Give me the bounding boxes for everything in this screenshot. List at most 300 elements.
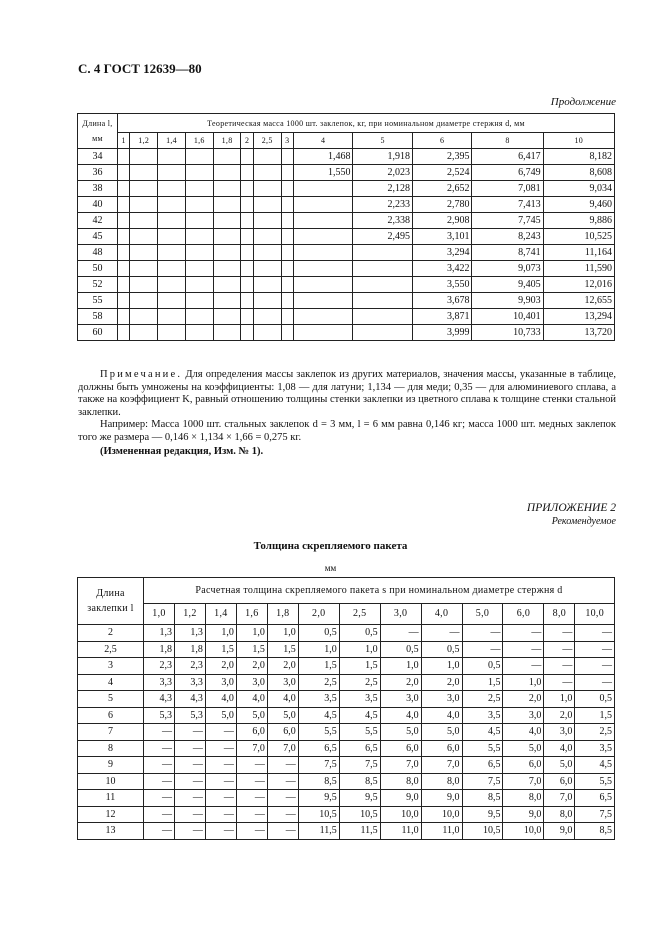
table-cell: — (575, 674, 615, 691)
appendix-title: ПРИЛОЖЕНИЕ 2 (526, 502, 616, 514)
table-cell: 5,0 (421, 724, 462, 741)
table-cell (241, 245, 253, 261)
table-cell (213, 149, 241, 165)
table-cell: 1,468 (293, 149, 353, 165)
table-cell: 11,164 (543, 245, 614, 261)
table-cell: 6,5 (462, 757, 503, 774)
row-length: 36 (78, 165, 118, 181)
table-cell: 11,0 (421, 823, 462, 840)
row-length: 4 (78, 674, 144, 691)
table-cell: 0,5 (421, 641, 462, 658)
table-cell: 7,0 (503, 773, 544, 790)
diameter-header: 5 (353, 133, 413, 149)
table-cell (118, 165, 130, 181)
table-cell: 9,0 (503, 806, 544, 823)
table-cell: 1,0 (205, 625, 236, 642)
diameter-header: 1 (118, 133, 130, 149)
table-cell: 7,0 (380, 757, 421, 774)
table-cell: 0,5 (380, 641, 421, 658)
table-cell (118, 229, 130, 245)
table-cell (158, 165, 186, 181)
diameter-header: 6,0 (503, 603, 544, 624)
table-cell: 10,5 (298, 806, 339, 823)
table-cell: 3,3 (144, 674, 175, 691)
table-cell (130, 277, 158, 293)
table-cell: 3,5 (575, 740, 615, 757)
table-cell: 7,5 (339, 757, 380, 774)
table-cell: 4,5 (462, 724, 503, 741)
table-cell: 3,0 (421, 691, 462, 708)
row-length: 13 (78, 823, 144, 840)
table-cell: 1,8 (174, 641, 205, 658)
table-cell: 10,525 (543, 229, 614, 245)
table-cell: — (144, 740, 175, 757)
table-row (78, 658, 615, 675)
table-cell: 2,5 (298, 674, 339, 691)
table-cell: 1,5 (205, 641, 236, 658)
table-cell: 3,0 (380, 691, 421, 708)
table-cell: 2,0 (503, 691, 544, 708)
table-cell: 2,0 (544, 707, 575, 724)
table-cell: 1,0 (380, 658, 421, 675)
table-cell: 5,0 (205, 707, 236, 724)
table-cell: — (503, 641, 544, 658)
table-cell: 9,0 (421, 790, 462, 807)
table-cell: 1,3 (144, 625, 175, 642)
diameter-header: 1,6 (236, 603, 267, 624)
table-cell (293, 181, 353, 197)
table-cell (118, 149, 130, 165)
table-row (78, 773, 615, 790)
table-cell: 2,0 (205, 658, 236, 675)
table-cell: 2,5 (575, 724, 615, 741)
table-cell (281, 197, 293, 213)
table-row (78, 197, 615, 213)
table-cell (253, 149, 281, 165)
table-cell (185, 245, 213, 261)
table-cell (158, 181, 186, 197)
table-cell (353, 277, 413, 293)
table-cell: — (267, 790, 298, 807)
table-cell: 8,182 (543, 149, 614, 165)
table-cell: 10,0 (380, 806, 421, 823)
table-cell (253, 245, 281, 261)
table-cell: 9,073 (472, 261, 543, 277)
table-cell: 9,903 (472, 293, 543, 309)
table-cell (118, 261, 130, 277)
table-cell (241, 293, 253, 309)
row-length: 55 (78, 293, 118, 309)
table-cell: — (205, 773, 236, 790)
table-cell (253, 261, 281, 277)
table-cell: 9,5 (462, 806, 503, 823)
table-cell: — (205, 806, 236, 823)
diameter-header: 4,0 (421, 603, 462, 624)
table-cell: — (462, 625, 503, 642)
table-cell: — (575, 625, 615, 642)
table-cell: 5,3 (144, 707, 175, 724)
table-cell: 4,0 (503, 724, 544, 741)
table-cell: 2,0 (421, 674, 462, 691)
table-cell: — (267, 773, 298, 790)
table-cell: 8,5 (339, 773, 380, 790)
table-cell: 6,0 (267, 724, 298, 741)
table-cell (241, 261, 253, 277)
table-cell: 6,5 (339, 740, 380, 757)
table-cell: — (144, 823, 175, 840)
table-cell (353, 293, 413, 309)
diameter-header: 1,4 (205, 603, 236, 624)
note-block (78, 369, 616, 444)
table-cell: 3,422 (412, 261, 472, 277)
table-cell: 4,0 (421, 707, 462, 724)
table-cell: 3,101 (412, 229, 472, 245)
table-cell: 1,5 (339, 658, 380, 675)
table-cell (185, 197, 213, 213)
table-cell: 8,0 (503, 790, 544, 807)
table-cell: 7,081 (472, 181, 543, 197)
table-cell: 3,550 (412, 277, 472, 293)
table-cell: 8,5 (575, 823, 615, 840)
table-cell (158, 149, 186, 165)
thickness-table (77, 577, 615, 840)
table-cell: 2,495 (353, 229, 413, 245)
diameter-header: 6 (412, 133, 472, 149)
table-cell (293, 245, 353, 261)
table-cell: 10,733 (472, 325, 543, 341)
table-cell: 3,5 (339, 691, 380, 708)
table-cell (213, 245, 241, 261)
table-cell (293, 325, 353, 341)
table-cell: — (205, 790, 236, 807)
table-cell: 1,3 (174, 625, 205, 642)
table-row (78, 691, 615, 708)
table-row (78, 757, 615, 774)
table-cell: 2,908 (412, 213, 472, 229)
table-cell: 4,5 (339, 707, 380, 724)
table-cell: 9,0 (544, 823, 575, 840)
table-cell: 11,0 (380, 823, 421, 840)
table-row (78, 325, 615, 341)
row-length: 6 (78, 707, 144, 724)
table-cell: 4,0 (544, 740, 575, 757)
table-cell: — (503, 625, 544, 642)
table-cell (158, 309, 186, 325)
diameter-header: 2,0 (298, 603, 339, 624)
table-cell: 1,5 (575, 707, 615, 724)
table-cell: 3,5 (462, 707, 503, 724)
table-cell: — (544, 658, 575, 675)
table-cell (213, 325, 241, 341)
table-row (78, 806, 615, 823)
diameter-header: 2,5 (339, 603, 380, 624)
table-cell: — (575, 658, 615, 675)
note-text: Для определения массы заклепок из других материалов, значения массы, указанные в таблице, должны быть умножены на коэффициенты: 1,08 — для латуни; 1,134 — для меди; 0,35 — для алюминиевого сплава, а также на коэффициент K, равный отношению толщины стенки заклепки из цветного сплава к толщине стенки стальной заклепки. (78, 369, 616, 418)
table-cell (253, 325, 281, 341)
table-cell: 4,0 (236, 691, 267, 708)
table-cell (118, 325, 130, 341)
table-cell: 4,0 (267, 691, 298, 708)
thickness-table-diameters (78, 603, 615, 624)
diameter-header: 3 (281, 133, 293, 149)
table-cell: 2,780 (412, 197, 472, 213)
table-cell (158, 325, 186, 341)
table-cell (213, 197, 241, 213)
table-cell: — (205, 757, 236, 774)
table-row (78, 181, 615, 197)
table-cell (130, 293, 158, 309)
table-row (78, 641, 615, 658)
table-cell: 5,0 (544, 757, 575, 774)
table-cell: 9,405 (472, 277, 543, 293)
table-cell (118, 197, 130, 213)
table-cell: 3,3 (174, 674, 205, 691)
row-length: 3 (78, 658, 144, 675)
table-cell (118, 293, 130, 309)
diameter-header: 10 (543, 133, 614, 149)
table-cell: 10,401 (472, 309, 543, 325)
table-cell (353, 245, 413, 261)
row-length: 42 (78, 213, 118, 229)
table-cell (130, 325, 158, 341)
appendix-status: Рекомендуемое (551, 516, 616, 527)
table-cell (241, 309, 253, 325)
row-length: 58 (78, 309, 118, 325)
table-cell: 5,5 (339, 724, 380, 741)
table-cell: 0,5 (462, 658, 503, 675)
table-cell (158, 245, 186, 261)
table-row (78, 245, 615, 261)
table-cell: 2,5 (339, 674, 380, 691)
table-cell (281, 229, 293, 245)
table-cell: — (236, 773, 267, 790)
table-cell: 2,652 (412, 181, 472, 197)
row-length: 12 (78, 806, 144, 823)
table-cell: 6,5 (575, 790, 615, 807)
table-cell: — (174, 823, 205, 840)
table-cell: — (144, 724, 175, 741)
table-cell (130, 149, 158, 165)
table-cell: 1,0 (544, 691, 575, 708)
table-cell (213, 213, 241, 229)
table-cell (241, 165, 253, 181)
table-cell: — (205, 823, 236, 840)
continuation-label: Продолжение (550, 96, 616, 108)
row-length: 2,5 (78, 641, 144, 658)
table-cell: 7,0 (236, 740, 267, 757)
table-cell (118, 213, 130, 229)
table-cell (241, 149, 253, 165)
table-cell: 13,720 (543, 325, 614, 341)
table-cell: 6,0 (421, 740, 462, 757)
table-cell: 4,3 (174, 691, 205, 708)
row-length: 8 (78, 740, 144, 757)
table-cell: 11,5 (298, 823, 339, 840)
table-cell (253, 197, 281, 213)
table-cell: 9,034 (543, 181, 614, 197)
table-cell: 3,294 (412, 245, 472, 261)
table-cell: 2,128 (353, 181, 413, 197)
diameter-header: 10,0 (575, 603, 615, 624)
table-cell (253, 277, 281, 293)
table-cell: 5,0 (503, 740, 544, 757)
table-cell: 2,233 (353, 197, 413, 213)
table-cell: — (174, 724, 205, 741)
table-row (78, 261, 615, 277)
table-cell: — (236, 823, 267, 840)
table-cell (253, 309, 281, 325)
mass-table-head-length: Длина l, мм (78, 114, 118, 149)
table-cell: 9,886 (543, 213, 614, 229)
table-cell (213, 277, 241, 293)
table-cell: — (421, 625, 462, 642)
table-cell: 0,5 (575, 691, 615, 708)
thickness-table-head-group: Расчетная толщина скрепляемого пакета s при номинальном диаметре стержня d (144, 578, 615, 604)
table-row (78, 229, 615, 245)
table-row (78, 293, 615, 309)
table-cell: 6,5 (298, 740, 339, 757)
table-cell: 3,0 (503, 707, 544, 724)
table-cell: 1,5 (462, 674, 503, 691)
table-cell (241, 277, 253, 293)
diameter-header: 2,5 (253, 133, 281, 149)
table-cell (158, 229, 186, 245)
table-cell: 4,5 (575, 757, 615, 774)
diameter-header: 8,0 (544, 603, 575, 624)
table-cell (281, 277, 293, 293)
table-cell: 5,0 (380, 724, 421, 741)
table-cell: — (575, 641, 615, 658)
table-cell: — (174, 773, 205, 790)
table-cell (281, 325, 293, 341)
table-cell: 5,5 (575, 773, 615, 790)
table-cell: — (174, 757, 205, 774)
thickness-table-head-length: Длина заклепки l (78, 578, 144, 625)
table-cell: 2,0 (267, 658, 298, 675)
table-cell: 1,550 (293, 165, 353, 181)
table-cell (185, 293, 213, 309)
table-cell: 1,0 (421, 658, 462, 675)
table-cell: — (174, 740, 205, 757)
table-cell: — (380, 625, 421, 642)
mass-table-head-group: Теоретическая масса 1000 шт. заклепок, кг, при номинальном диаметре стержня d, мм (118, 114, 615, 133)
table-cell (130, 309, 158, 325)
table-row (78, 674, 615, 691)
table-row (78, 740, 615, 757)
changed-edition: (Измененная редакция, Изм. № 1). (100, 446, 264, 457)
table-cell: 8,741 (472, 245, 543, 261)
row-length: 48 (78, 245, 118, 261)
row-length: 40 (78, 197, 118, 213)
table-cell (158, 213, 186, 229)
table-cell: — (144, 773, 175, 790)
table-cell: 1,0 (339, 641, 380, 658)
table-cell: 2,023 (353, 165, 413, 181)
table-cell (293, 229, 353, 245)
table-cell (241, 197, 253, 213)
table-cell: 1,0 (503, 674, 544, 691)
table-cell: 1,918 (353, 149, 413, 165)
table-cell: — (544, 625, 575, 642)
table-cell (185, 309, 213, 325)
table-cell (213, 293, 241, 309)
table-cell: 7,0 (421, 757, 462, 774)
table-cell (185, 277, 213, 293)
table-cell: 5,0 (267, 707, 298, 724)
table-cell: 10,0 (503, 823, 544, 840)
diameter-header: 8 (472, 133, 543, 149)
note-label: Примечание. (100, 369, 183, 380)
table-cell: 3,0 (267, 674, 298, 691)
table-cell (213, 165, 241, 181)
table-cell: 8,243 (472, 229, 543, 245)
table-cell (241, 181, 253, 197)
section-title: Толщина скрепляемого пакета (253, 540, 408, 552)
table-cell: 6,749 (472, 165, 543, 181)
table-cell (353, 325, 413, 341)
table-cell: 9,5 (339, 790, 380, 807)
row-length: 5 (78, 691, 144, 708)
table-cell (253, 293, 281, 309)
note-example: Например: Масса 1000 шт. стальных заклепок d = 3 мм, l = 6 мм равна 0,146 кг; масса 1000 шт. медных заклепок того же размера — 0,146 × 1,134 × 1,66 = 0,275 кг. (78, 419, 616, 443)
table-cell (130, 245, 158, 261)
diameter-header: 1,0 (144, 603, 175, 624)
row-length: 9 (78, 757, 144, 774)
table-cell: — (462, 641, 503, 658)
table-cell: 6,0 (380, 740, 421, 757)
table-cell (185, 149, 213, 165)
table-row (78, 790, 615, 807)
table-cell (118, 309, 130, 325)
table-cell (353, 261, 413, 277)
diameter-header: 5,0 (462, 603, 503, 624)
table-cell (293, 277, 353, 293)
table-cell (281, 245, 293, 261)
table-cell (185, 213, 213, 229)
table-cell: 8,0 (380, 773, 421, 790)
table-cell: 1,5 (298, 658, 339, 675)
table-cell: — (144, 790, 175, 807)
table-cell: 5,5 (462, 740, 503, 757)
table-cell (185, 165, 213, 181)
table-cell (293, 261, 353, 277)
diameter-header: 2 (241, 133, 253, 149)
table-cell: 3,0 (205, 674, 236, 691)
table-cell: 4,0 (380, 707, 421, 724)
table-cell (241, 213, 253, 229)
diameter-header: 1,2 (130, 133, 158, 149)
table-cell: 5,3 (174, 707, 205, 724)
table-row (78, 625, 615, 642)
table-cell: — (503, 658, 544, 675)
row-length: 7 (78, 724, 144, 741)
table-cell: 9,0 (380, 790, 421, 807)
diameter-header: 1,8 (267, 603, 298, 624)
table-cell: 12,016 (543, 277, 614, 293)
table-cell (253, 181, 281, 197)
table-cell (281, 309, 293, 325)
table-cell: 1,5 (267, 641, 298, 658)
table-row (78, 277, 615, 293)
table-cell (253, 213, 281, 229)
table-cell (130, 165, 158, 181)
table-cell (241, 229, 253, 245)
row-length: 50 (78, 261, 118, 277)
table-cell: — (267, 806, 298, 823)
table-cell: 7,0 (544, 790, 575, 807)
row-length: 60 (78, 325, 118, 341)
table-cell (213, 309, 241, 325)
